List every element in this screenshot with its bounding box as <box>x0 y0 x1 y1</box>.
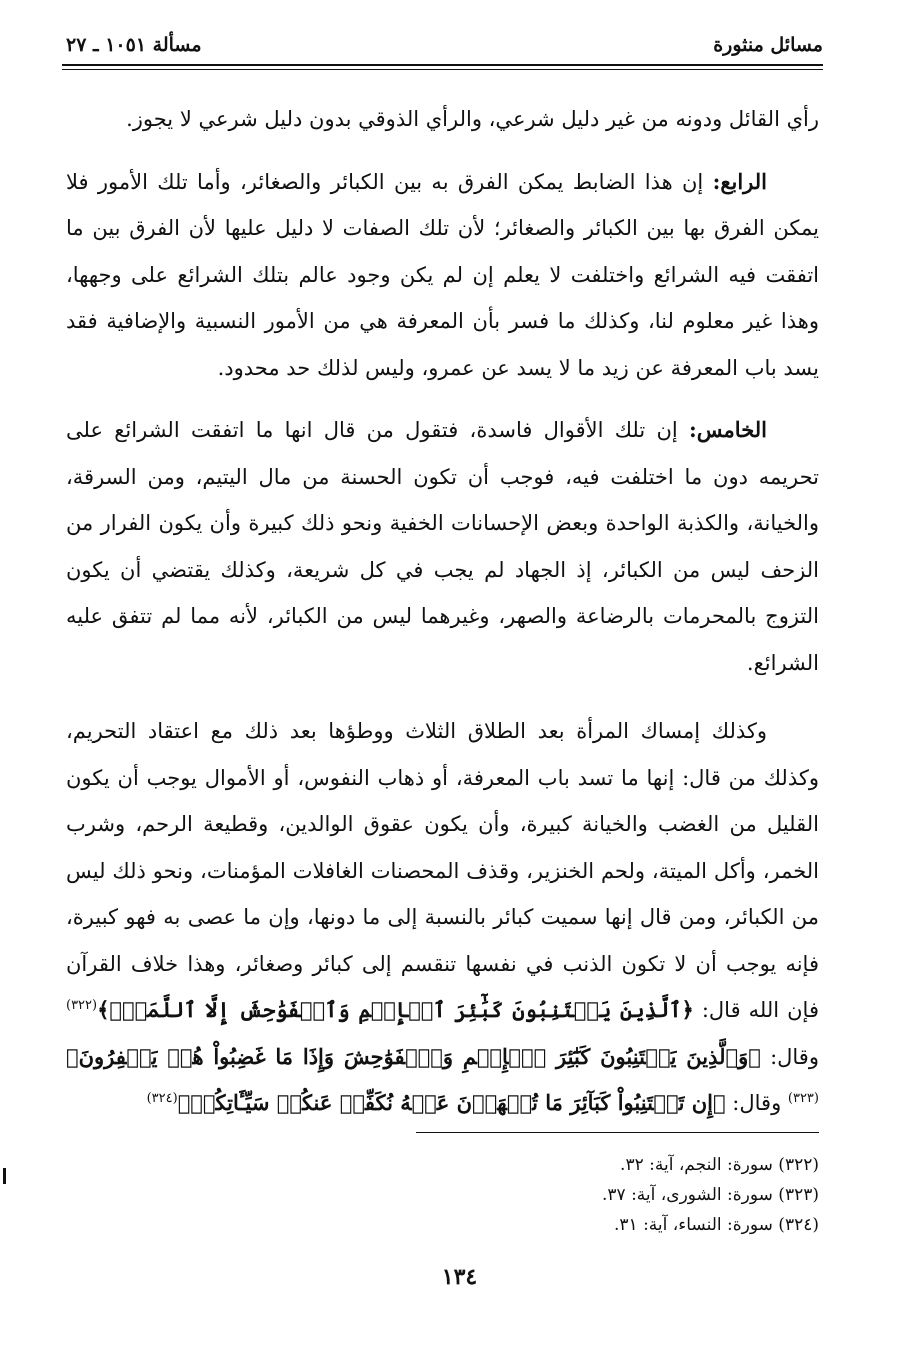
quran-verse-2: ﴿وَٱلَّذِينَ يَجۡتَنِبُونَ كَبَٰٓئِرَ ٱلۡإِثۡمِ وَٱلۡفَوَٰحِشَ وَإِذَا مَا غَضِبُواْ هُمۡ يَغۡفِرُونَ﴾ <box>66 1043 761 1069</box>
header-rule-thin <box>62 69 823 70</box>
paragraph-third-text: وكذلك إمساك المرأة بعد الطلاق الثلاث ووطؤها بعد ذلك مع اعتقاد التحريم، وكذلك من قال: إنها ما تسد باب المعرفة، أو ذهاب النفوس، أو الأموال يوجب أن يكون القليل من الغضب والخيانة كبيرة، وأن يكون عقوق الوالدين، وقطيعة الرحم، وشرب الخمر، وأكل الميتة، ولحم الخنزير، وقذف المحصنات الغافلات المؤمنات، ونحو ذلك ليس من الكبائر، ومن قال إنها سميت كبائر بالنسبة إلى ما دونها، وإن ما عصى به فهو كبيرة، فإنه يوجب أن لا تكون الذنب في نفسها تنقسم إلى كبائر وصغائر، وهذا خلاف القرآن فإن الله قال: <box>66 719 819 1022</box>
running-header <box>66 28 823 62</box>
footnote-323: (٣٢٣) سورة: الشورى، آية: ٣٧. <box>602 1185 819 1205</box>
header-rule <box>62 64 823 66</box>
footnote-322: (٣٢٢) سورة: النجم، آية: ٣٢. <box>620 1155 819 1175</box>
footnote-ref-324[interactable]: (٣٢٤) <box>146 1091 178 1106</box>
footnotes <box>66 1150 819 1240</box>
paragraph-fifth-lead: الخامس: <box>689 417 767 442</box>
paragraph-fourth-text: إن هذا الضابط يمكن الفرق به بين الكبائر والصغائر، وأما تلك الأمور فلا يمكن الفرق بها بين الكبائر والصغائر؛ لأن تلك الصفات لا دليل عليها لأن الفرق بين ما اتفقت فيه الشرائع واختلفت لا يعلم إن لم يكن وجود عالم بتلك الشرائع على وجهها، وهذا غير معلوم لنا، وكذلك ما فسر بأن المعرفة هي من الأمور النسبية والإضافية فقد يسد باب المعرفة عن زيد ما لا يسد عن عمرو، وليس لذلك حد محدود. <box>66 169 819 380</box>
paragraph-0-text: رأي القائل ودونه من غير دليل شرعي، والرأي الذوقي بدون دليل شرعي لا يجوز. <box>126 107 819 131</box>
scan-edge-mark <box>3 1168 6 1184</box>
footnote-ref-322[interactable]: (٣٢٢) <box>66 998 98 1013</box>
footnote-324: (٣٢٤) سورة: النساء، آية: ٣١. <box>614 1215 819 1235</box>
page-number: ١٣٤ <box>441 1264 478 1290</box>
header-chapter: مسألة ١٠٥١ ـ ٢٧ <box>66 34 202 56</box>
paragraph-fourth-lead: الرابع: <box>712 168 767 194</box>
footnote-ref-323[interactable]: (٣٢٣) <box>787 1091 819 1106</box>
connector-1: وقال: <box>760 1044 819 1069</box>
paragraph-fifth-text: إن تلك الأقوال فاسدة، فتقول من قال انها ما اتفقت الشرائع على تحريمه دون ما اختلفت فيه، فوجب أن تكون الحسنة من مال اليتيم، ومن السرقة، والخيانة، والكذبة الواحدة وبعض الإحسانات الخفية ونحو ذلك كبيرة وأن يكون الفرار من الزحف ليس من الكبائر، إذ الجهاد لم يجب في كل شريعة، وكذلك يقتضي أن يكون التزوج بالمحرمات بالرضاعة والصهر، وغيرهما ليس من الكبائر، لأنه مما لم تتفق عليه الشرائع. <box>66 418 819 675</box>
connector-2: وقال: <box>725 1091 788 1115</box>
footnote-rule <box>416 1132 819 1133</box>
header-book-title: مسائل منثورة <box>713 34 823 56</box>
body-text <box>66 96 819 1127</box>
paragraph-0 <box>66 96 819 143</box>
quran-verse-1: ﴿ٱلَّذِينَ يَجۡتَنِبُونَ كَبَٰٓئِرَ ٱلۡإِثۡمِ وَٱلۡفَوَٰحِشَ إِلَّا ٱللَّمَمَۚ﴾ <box>97 997 694 1022</box>
quran-verse-3: ﴿إِن تَجۡتَنِبُواْ كَبَآئِرَ مَا تُنۡهَوۡنَ عَنۡهُ نُكَفِّرۡ عَنكُمۡ سَيِّـَٔاتِكُمۡ﴾ <box>177 1090 726 1115</box>
paragraph-fourth <box>66 159 819 392</box>
paragraph-fifth <box>66 407 819 686</box>
paragraph-third <box>66 708 819 1127</box>
